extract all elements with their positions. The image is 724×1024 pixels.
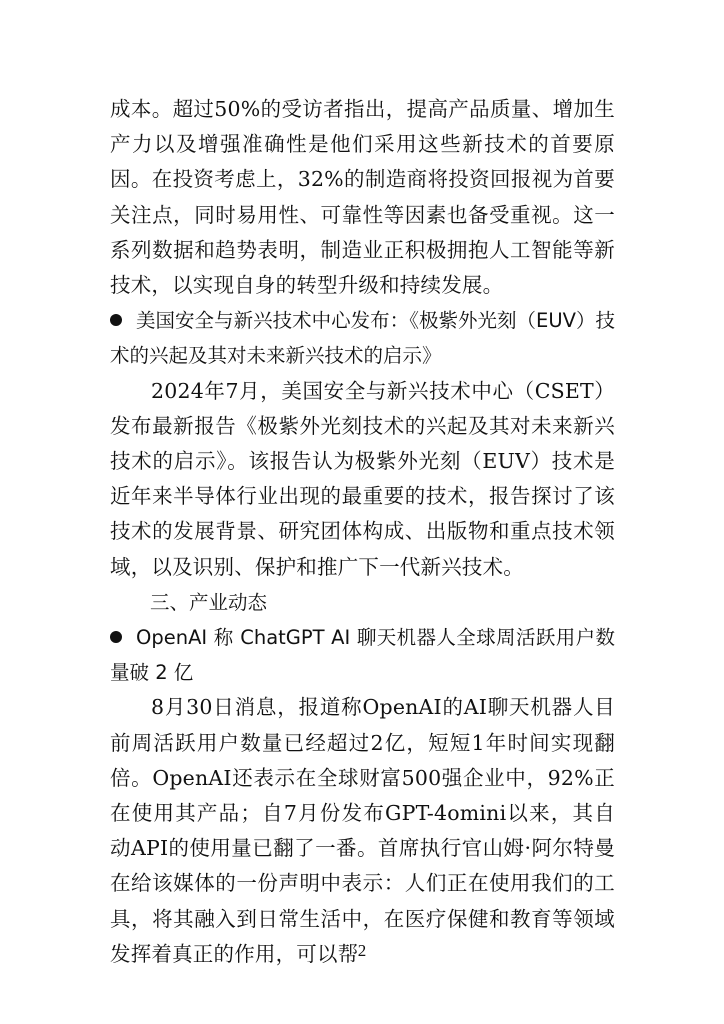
document-body xyxy=(110,92,615,972)
heading-text: OpenAI 称 ChatGPT AI 聊天机器人全球周活跃用户数量破 2 亿 xyxy=(110,626,615,685)
body-paragraph: 8月30日消息，报道称OpenAI的AI聊天机器人目前周活跃用户数量已经超过2亿，短短1年时间实现翻倍。OpenAI还表示在全球财富500强企业中，92%正在使用其产品；自7月份发布GPT-4omini以来，其自动API的使用量已翻了一番。首席执行官山姆·阿尔特曼在给该媒体的一份声明中表示：人们正在使用我们的工具，将其融入到日常生活中，在医疗保健和教育等领域发挥着真正的作用，可以帮 xyxy=(110,695,615,966)
bullet-heading xyxy=(110,620,615,690)
body-paragraph: 成本。超过50%的受访者指出，提高产品质量、增加生产力以及增强准确性是他们采用这些新技术的首要原因。在投资考虑上，32%的制造商将投资回报视为首要关注点，同时易用性、可靠性等因素也备受重视。这一系列数据和趋势表明，制造业正积极拥抱人工智能等新技术，以实现自身的转型升级和持续发展。 xyxy=(110,97,615,298)
body-paragraph: 2024年7月，美国安全与新兴技术中心（CSET）发布最新报告《极紫外光刻技术的兴起及其对未来新兴技术的启示》。该报告认为极紫外光刻（EUV）技术是近年来半导体行业出现的最重要的技术，报告探讨了该技术的发展背景、研究团体构成、出版物和重点技术领域，以及识别、保护和推广下一代新兴技术。 xyxy=(110,378,615,579)
bullet-icon xyxy=(110,314,122,326)
section-title: 三、产业动态 xyxy=(150,590,268,614)
heading-text: 美国安全与新兴技术中心发布：《极紫外光刻（EUV）技术的兴起及其对未来新兴技术的启示》 xyxy=(110,309,615,368)
bullet-heading xyxy=(110,303,615,373)
bullet-icon xyxy=(110,631,122,643)
page-number: 2 xyxy=(357,941,367,960)
